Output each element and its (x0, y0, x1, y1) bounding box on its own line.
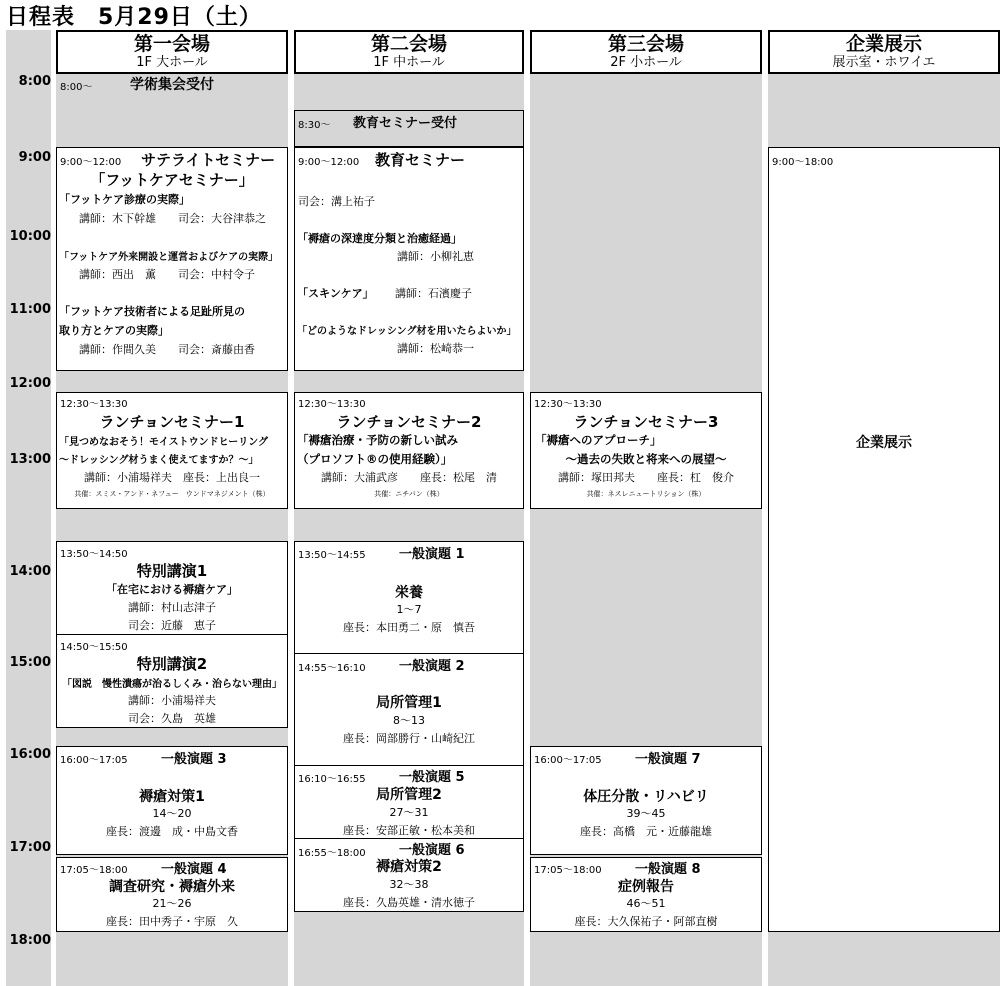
venue-header-4 (768, 30, 1000, 74)
venue-name: 第二会場 (370, 33, 447, 55)
session-time: 17:05～18:00 (60, 865, 128, 876)
session-title: 教育セミナー受付 (353, 116, 458, 131)
session-label: 一般演題 2 (399, 659, 465, 674)
talk-subtitle: ～過去の失敗と将来への展望～ (565, 452, 727, 466)
talk-title: 「褥瘡治療・予防の新しい試み (297, 433, 458, 447)
session-time: 12:30～13:30 (298, 399, 366, 410)
abstract-range: 39～45 (626, 807, 666, 820)
session-educational-seminar (294, 147, 524, 371)
session-title: 学術集会受付 (130, 77, 214, 93)
time-label-14: 14:00 (9, 564, 51, 579)
session-time: 13:50～14:55 (298, 550, 366, 561)
abstract-range: 14～20 (152, 807, 192, 820)
moderator: 司会：近藤 恵子 (128, 619, 216, 632)
venue-header-3 (530, 30, 762, 74)
venue-name: 第一会場 (133, 33, 210, 55)
registration-v1 (56, 74, 288, 94)
session-title: サテライトセミナー (141, 151, 276, 169)
session-time: 13:50～14:50 (60, 549, 128, 560)
registration-v2 (294, 110, 524, 147)
time-label-13: 13:00 (9, 452, 51, 467)
session-time: 16:00～17:05 (534, 755, 602, 766)
time-label-8: 8:00 (18, 74, 51, 89)
session-luncheon-3 (530, 392, 762, 509)
session-topic: 調査研究・褥瘡外来 (109, 879, 235, 895)
talk-speakers: 講師：大浦武彦 座長：松尾 清 (321, 471, 497, 484)
chairs: 座長：渡邊 成・中島文香 (106, 825, 238, 838)
lecturer: 講師：松崎恭一 (397, 342, 474, 355)
sponsor: 共催：ニチバン（株） (374, 490, 444, 498)
session-time: 8:00～ (60, 82, 93, 93)
talk-title-cont: （プロソフト®の使用経験）」 (297, 452, 453, 466)
session-general-1 (294, 541, 524, 654)
talk-speakers: 講師：作間久美 司会：斎藤由香 (79, 343, 255, 356)
session-title: ランチョンセミナー3 (573, 413, 719, 431)
session-time: 14:50～15:50 (60, 642, 128, 653)
lecturer: 講師：石濱慶子 (395, 287, 472, 300)
talk-speakers: 講師：西出 薫 司会：中村令子 (79, 268, 255, 281)
venue-name: 第三会場 (607, 33, 684, 55)
time-label-17: 17:00 (9, 840, 51, 855)
abstract-range: 27～31 (389, 806, 429, 819)
lecturer: 講師：小浦場祥夫 (128, 694, 216, 707)
abstract-range: 8～13 (393, 714, 425, 727)
session-luncheon-2 (294, 392, 524, 509)
time-label-15: 15:00 (9, 655, 51, 670)
venue-location: 展示室・ホワイエ (832, 55, 936, 70)
session-title: 教育セミナー (375, 151, 466, 169)
abstract-range: 46～51 (626, 897, 666, 910)
session-general-5 (294, 765, 524, 839)
session-luncheon-1 (56, 392, 288, 509)
talk-title: 「図説 慢性潰瘍が治るしくみ・治らない理由」 (62, 679, 282, 690)
session-title: ランチョンセミナー2 (336, 413, 482, 431)
lecturer: 講師：村山志津子 (128, 601, 216, 614)
session-time: 17:05～18:00 (534, 865, 602, 876)
talk-title: 「在宅における褥瘡ケア」 (106, 583, 238, 596)
session-topic: 栄養 (395, 585, 423, 601)
chairs: 座長：大久保祐子・阿部直樹 (574, 915, 718, 928)
venue-header-1 (56, 30, 288, 74)
page-title: 日程表 5月29日（土） (6, 5, 262, 30)
session-label: 一般演題 8 (635, 862, 701, 877)
session-general-7 (530, 746, 762, 855)
time-label-10: 10:00 (9, 229, 51, 244)
time-label-12: 12:00 (9, 376, 51, 391)
session-topic: 局所管理2 (376, 787, 442, 803)
session-time: 12:30～13:30 (60, 399, 128, 410)
time-label-9: 9:00 (18, 150, 51, 165)
talk-speakers: 講師：小浦場祥夫 座長：上出良一 (84, 471, 260, 484)
time-label-18: 18:00 (9, 933, 51, 948)
session-subtitle: 「フットケアセミナー」 (90, 171, 254, 189)
session-label: 一般演題 7 (635, 752, 701, 767)
talk-title: 「フットケア外来開設と運営およびケアの実際」 (59, 252, 279, 263)
talk-title: 「スキンケア」 (297, 287, 374, 300)
session-general-4 (56, 857, 288, 932)
chairs: 座長：高橋 元・近藤龍雄 (580, 825, 712, 838)
session-general-2 (294, 653, 524, 766)
session-topic: 体圧分散・リハビリ (583, 789, 709, 805)
session-title: ランチョンセミナー1 (99, 413, 245, 431)
session-topic: 褥瘡対策2 (376, 859, 442, 875)
session-time: 16:00～17:05 (60, 755, 128, 766)
talk-speakers: 講師：木下幹雄 司会：大谷津恭之 (79, 212, 266, 225)
chairs: 座長：田中秀子・宇原 久 (106, 915, 238, 928)
session-satellite-seminar (56, 147, 288, 371)
venue-name: 企業展示 (845, 33, 922, 55)
abstract-range: 1～7 (396, 603, 422, 616)
session-time: 8:30～ (298, 120, 331, 131)
session-label: 一般演題 4 (161, 862, 227, 877)
session-label: 一般演題 5 (399, 770, 465, 785)
session-time: 16:55～18:00 (298, 848, 366, 859)
talk-title-cont: 取り方とケアの実際」 (59, 324, 169, 337)
chairs: 座長：安部正敏・松本美和 (343, 824, 475, 837)
session-time: 14:55～16:10 (298, 663, 366, 674)
lecturer: 講師：小柳礼恵 (397, 250, 474, 263)
moderator: 司会：溝上祐子 (298, 195, 375, 208)
sponsor: 共催：ネスレニュートリション（株） (586, 490, 706, 498)
session-label: 一般演題 1 (399, 547, 465, 562)
session-title: 特別講演2 (136, 655, 208, 673)
time-label-11: 11:00 (9, 302, 51, 317)
session-general-6 (294, 838, 524, 912)
talk-title: 「どのようなドレッシング材を用いたらよいか」 (297, 326, 517, 337)
session-special-lecture-1 (56, 541, 288, 635)
talk-title: 「フットケア技術者による足趾所見の (59, 305, 246, 318)
chairs: 座長：久島英雄・清水徳子 (343, 896, 475, 909)
venue-location: 1F 大ホール (136, 55, 208, 70)
session-time: 16:10～16:55 (298, 774, 366, 785)
session-general-3 (56, 746, 288, 855)
session-title: 企業展示 (856, 435, 912, 451)
session-special-lecture-2 (56, 634, 288, 728)
talk-title: 「フットケア診療の実際」 (59, 193, 191, 206)
talk-title: 「褥瘡の深達度分類と治癒経過」 (297, 232, 462, 245)
venue-header-2 (294, 30, 524, 74)
session-time: 9:00～12:00 (60, 157, 122, 168)
session-time: 9:00～12:00 (298, 157, 360, 168)
talk-title: 「見つめなおそう！モイストウンドヒーリング (59, 437, 268, 448)
chairs: 座長：岡部勝行・山崎紀江 (343, 732, 475, 745)
session-topic: 局所管理1 (376, 695, 442, 711)
session-topic: 褥瘡対策1 (139, 789, 205, 805)
talk-title: 「褥瘡へのアプローチ」 (535, 433, 662, 447)
session-time: 9:00～18:00 (772, 157, 834, 168)
venue-location: 2F 小ホール (610, 55, 682, 70)
venue-location: 1F 中ホール (373, 55, 445, 70)
session-topic: 症例報告 (618, 879, 674, 895)
session-corporate-exhibition (768, 147, 1000, 932)
sponsor: 共催：スミス・アンド・ネフュー ウンドマネジメント（株） (74, 490, 270, 498)
moderator: 司会：久島 英雄 (128, 712, 216, 725)
talk-title-cont: ～ドレッシング材うまく使えてますか？～」 (59, 455, 259, 466)
chairs: 座長：本田勇二・原 慎吾 (343, 621, 475, 634)
session-label: 一般演題 6 (399, 843, 465, 858)
session-label: 一般演題 3 (161, 752, 227, 767)
abstract-range: 21～26 (152, 897, 192, 910)
talk-speakers: 講師：塚田邦夫 座長：杠 俊介 (558, 471, 734, 484)
session-time: 12:30～13:30 (534, 399, 602, 410)
session-title: 特別講演1 (136, 562, 208, 580)
abstract-range: 32～38 (389, 878, 429, 891)
session-general-8 (530, 857, 762, 932)
time-label-16: 16:00 (9, 747, 51, 762)
